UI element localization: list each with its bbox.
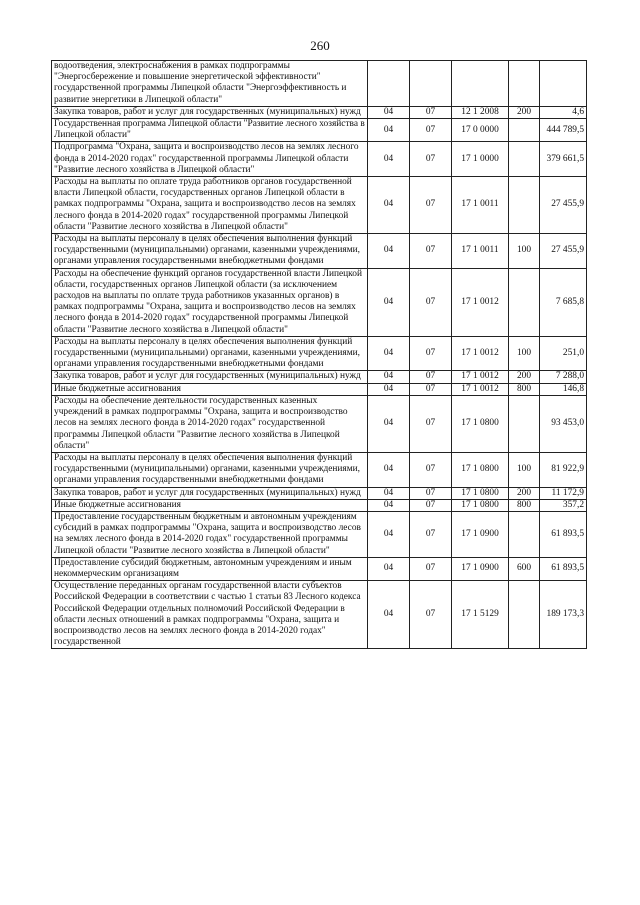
row-expense-type	[509, 268, 540, 336]
row-amount: 444 789,5	[540, 119, 587, 142]
row-description: Иные бюджетные ассигнования	[52, 499, 368, 511]
row-target-code: 17 1 0900	[452, 557, 509, 580]
row-subsection: 07	[410, 499, 452, 511]
row-description: водоотведения, электроснабжения в рамках подпрограммы "Энергосбережение и повышение энергетической эффективности" государственной программы Липецкой области "Энергоэффективность и развитие энергетики в Липецкой области"	[52, 61, 368, 107]
row-section: 04	[368, 487, 410, 499]
row-subsection: 07	[410, 234, 452, 269]
row-target-code: 17 1 0800	[452, 499, 509, 511]
row-section: 04	[368, 336, 410, 371]
row-description: Расходы на выплаты по оплате труда работников органов государственной власти Липецкой области, государственных органов Липецкой области в рамках подпрограммы "Охрана, защита и воспроизводство лесов на землях лесного фонда в 2014-2020 годах" государственной программы Липецкой области "Развитие лесного хозяйства в Липецкой области"	[52, 177, 368, 234]
table-row	[52, 142, 587, 177]
row-amount: 27 455,9	[540, 177, 587, 234]
row-amount: 146,8	[540, 383, 587, 395]
row-expense-type	[509, 581, 540, 649]
row-description: Предоставление субсидий бюджетным, автономным учреждениям и иным некоммерческим организациям	[52, 557, 368, 580]
row-description: Подпрограмма "Охрана, защита и воспроизводство лесов на землях лесного фонда в 2014-2020 годах" государственной программы Липецкой области "Развитие лесного хозяйства в Липецкой области"	[52, 142, 368, 177]
row-section: 04	[368, 499, 410, 511]
table-row	[52, 487, 587, 499]
row-target-code: 17 0 0000	[452, 119, 509, 142]
row-section: 04	[368, 395, 410, 452]
row-subsection: 07	[410, 268, 452, 336]
row-subsection: 07	[410, 581, 452, 649]
row-target-code: 17 1 0012	[452, 371, 509, 383]
table-row	[52, 119, 587, 142]
row-subsection: 07	[410, 511, 452, 557]
row-subsection: 07	[410, 383, 452, 395]
row-target-code: 17 1 0012	[452, 383, 509, 395]
row-expense-type: 100	[509, 336, 540, 371]
table-row	[52, 395, 587, 452]
row-section: 04	[368, 557, 410, 580]
table-row	[52, 61, 587, 107]
row-description: Расходы на выплаты персоналу в целях обеспечения выполнения функций государственными (муниципальными) органами, казенными учреждениями, органами управления государственными внебюджетными фондами	[52, 234, 368, 269]
row-amount: 93 453,0	[540, 395, 587, 452]
row-target-code: 12 1 2008	[452, 106, 509, 118]
row-amount: 4,6	[540, 106, 587, 118]
table-row	[52, 581, 587, 649]
row-description: Закупка товаров, работ и услуг для государственных (муниципальных) нужд	[52, 371, 368, 383]
row-target-code: 17 1 0011	[452, 177, 509, 234]
row-expense-type: 200	[509, 371, 540, 383]
table-row	[52, 452, 587, 487]
row-subsection: 07	[410, 177, 452, 234]
row-expense-type: 600	[509, 557, 540, 580]
row-description: Расходы на обеспечение функций органов государственной власти Липецкой области, государственных органов Липецкой области (за исключением расходов на выплаты по оплате труда работников указанных органов) в рамках подпрограммы "Охрана, защита и воспроизводство лесов на землях лесного фонда в 2014-2020 годах" государственной программы Липецкой области "Развитие лесного хозяйства в Липецкой области"	[52, 268, 368, 336]
row-target-code: 17 1 0012	[452, 336, 509, 371]
table-row	[52, 499, 587, 511]
table-row	[52, 268, 587, 336]
row-section: 04	[368, 371, 410, 383]
row-subsection: 07	[410, 452, 452, 487]
row-section	[368, 61, 410, 107]
row-amount: 61 893,5	[540, 511, 587, 557]
row-description: Расходы на выплаты персоналу в целях обеспечения выполнения функций государственными (муниципальными) органами, казенными учреждениями, органами управления государственными внебюджетными фондами	[52, 336, 368, 371]
row-amount: 189 173,3	[540, 581, 587, 649]
row-expense-type	[509, 142, 540, 177]
table-row	[52, 511, 587, 557]
row-amount: 7 288,0	[540, 371, 587, 383]
row-section: 04	[368, 119, 410, 142]
row-subsection: 07	[410, 487, 452, 499]
row-subsection: 07	[410, 119, 452, 142]
row-subsection: 07	[410, 371, 452, 383]
row-subsection: 07	[410, 142, 452, 177]
row-amount: 81 922,9	[540, 452, 587, 487]
row-section: 04	[368, 452, 410, 487]
row-target-code: 17 1 0000	[452, 142, 509, 177]
row-description: Государственная программа Липецкой области "Развитие лесного хозяйства в Липецкой области"	[52, 119, 368, 142]
row-description: Расходы на обеспечение деятельности государственных казенных учреждений в рамках подпрограммы "Охрана, защита и воспроизводство лесов на землях лесного фонда в 2014-2020 годах" государственной программы Липецкой области "Развитие лесного хозяйства в Липецкой области"	[52, 395, 368, 452]
row-target-code: 17 1 0800	[452, 395, 509, 452]
row-section: 04	[368, 511, 410, 557]
row-amount: 61 893,5	[540, 557, 587, 580]
row-amount: 7 685,8	[540, 268, 587, 336]
table-row	[52, 383, 587, 395]
row-expense-type: 100	[509, 452, 540, 487]
table-row	[52, 336, 587, 371]
table-row	[52, 557, 587, 580]
row-expense-type	[509, 177, 540, 234]
row-section: 04	[368, 581, 410, 649]
row-description: Предоставление государственным бюджетным и автономным учреждениям субсидий в рамках подпрограммы "Охрана, защита и воспроизводство лесов на землях лесного фонда в 2014-2020 годах" государственной программы Липецкой области "Развитие лесного хозяйства в Липецкой области"	[52, 511, 368, 557]
row-subsection: 07	[410, 395, 452, 452]
row-amount: 11 172,9	[540, 487, 587, 499]
row-target-code: 17 1 0012	[452, 268, 509, 336]
row-expense-type: 800	[509, 499, 540, 511]
row-target-code: 17 1 0800	[452, 452, 509, 487]
row-expense-type: 100	[509, 234, 540, 269]
row-subsection: 07	[410, 557, 452, 580]
row-section: 04	[368, 106, 410, 118]
table-row	[52, 234, 587, 269]
table-row	[52, 177, 587, 234]
row-subsection: 07	[410, 336, 452, 371]
table-row	[52, 106, 587, 118]
row-description: Расходы на выплаты персоналу в целях обеспечения выполнения функций государственными (муниципальными) органами, казенными учреждениями, органами управления государственными внебюджетными фондами	[52, 452, 368, 487]
row-description: Закупка товаров, работ и услуг для государственных (муниципальных) нужд	[52, 487, 368, 499]
row-section: 04	[368, 142, 410, 177]
row-expense-type	[509, 61, 540, 107]
row-amount: 27 455,9	[540, 234, 587, 269]
row-expense-type	[509, 119, 540, 142]
row-amount: 379 661,5	[540, 142, 587, 177]
row-description: Осуществление переданных органам государственной власти субъектов Российской Федерации в соответствии с частью 1 статьи 83 Лесного кодекса Российской Федерации отдельных полномочий Российской Федерации в области лесных отношений в рамках подпрограммы "Охрана, защита и воспроизводство лесов на землях лесного фонда в 2014-2020 годах" государственной	[52, 581, 368, 649]
budget-table	[51, 60, 587, 649]
budget-table-body	[52, 61, 587, 649]
row-section: 04	[368, 177, 410, 234]
row-expense-type	[509, 511, 540, 557]
row-target-code: 17 1 0800	[452, 487, 509, 499]
row-subsection	[410, 61, 452, 107]
row-section: 04	[368, 383, 410, 395]
row-amount	[540, 61, 587, 107]
row-target-code: 17 1 0011	[452, 234, 509, 269]
row-subsection: 07	[410, 106, 452, 118]
row-description: Иные бюджетные ассигнования	[52, 383, 368, 395]
row-amount: 357,2	[540, 499, 587, 511]
row-expense-type: 800	[509, 383, 540, 395]
row-target-code: 17 1 0900	[452, 511, 509, 557]
row-section: 04	[368, 234, 410, 269]
row-description: Закупка товаров, работ и услуг для государственных (муниципальных) нужд	[52, 106, 368, 118]
table-row	[52, 371, 587, 383]
row-target-code: 17 1 5129	[452, 581, 509, 649]
row-expense-type: 200	[509, 106, 540, 118]
page-number: 260	[310, 38, 330, 53]
row-amount: 251,0	[540, 336, 587, 371]
row-section: 04	[368, 268, 410, 336]
row-expense-type	[509, 395, 540, 452]
row-target-code	[452, 61, 509, 107]
row-expense-type: 200	[509, 487, 540, 499]
